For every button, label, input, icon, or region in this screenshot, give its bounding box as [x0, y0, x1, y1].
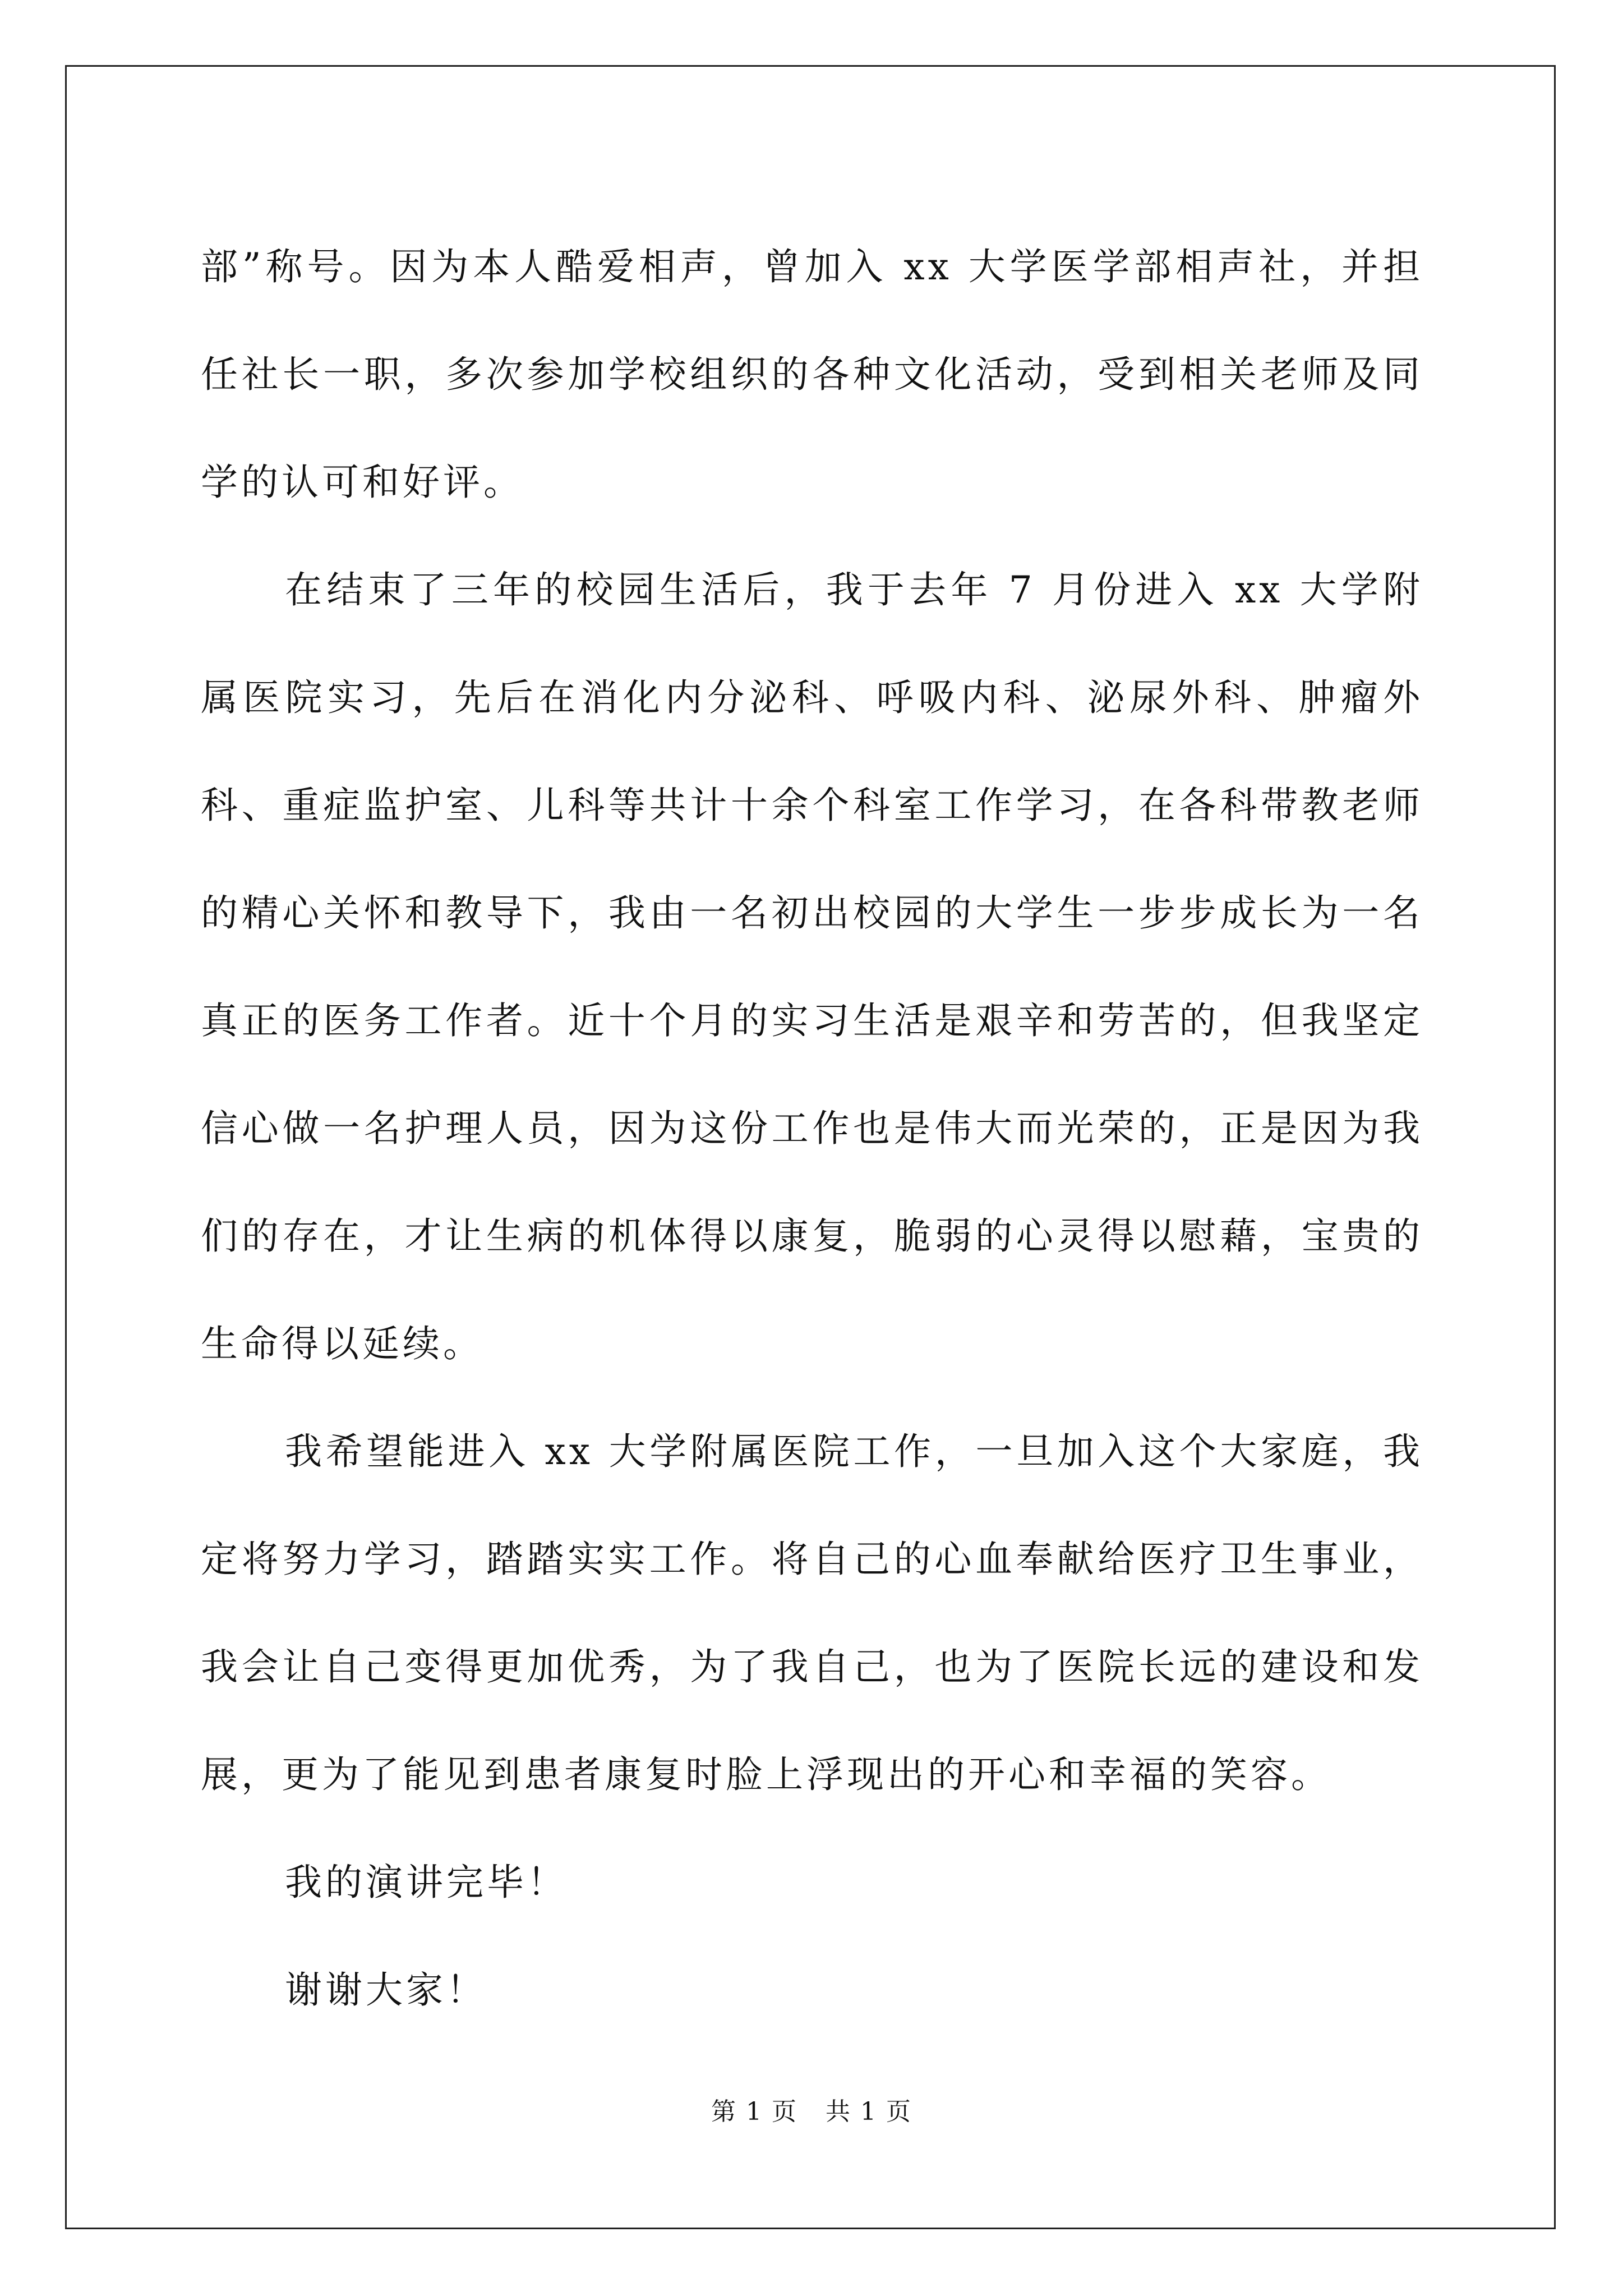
page-number: 第 1 页 [711, 2097, 797, 2126]
paragraph-aspiration: 我希望能进入 xx 大学附属医院工作，一旦加入这个大家庭，我定将努力学习，踏踏实实工作。将自己的心血奉献给医疗卫生事业，我会让自己变得更加优秀，为了我自己，也为了医院长远的建设和发展，更为了能见到患者康复时脸上浮现出的开心和幸福的笑容。 [201, 1430, 1423, 1796]
paragraph-thanks: 谢谢大家！ [285, 1968, 487, 2012]
page-total: 共 1 页 [826, 2097, 912, 2126]
paragraph-closing: 我的演讲完毕！ [285, 1861, 568, 1904]
paragraph-internship: 在结束了三年的校园生活后，我于去年 7 月份进入 xx 大学附属医院实习，先后在消化内分泌科、呼吸内科、泌尿外科、肿瘤外科、重症监护室、儿科等共计十余个科室工作学习，在各科带教老师的精心关怀和教导下，我由一名初出校园的大学生一步步成长为一名真正的医务工作者。近十个月的实习生活是艰辛和劳苦的，但我坚定信心做一名护理人员，因为这份工作也是伟大而光荣的，正是因为我们的存在，才让生病的机体得以康复，脆弱的心灵得以慰藉，宝贵的生命得以延续。 [201, 568, 1423, 1365]
document-body [201, 213, 1423, 2044]
page-footer [0, 2091, 1623, 2127]
paragraph-continued: 部”称号。因为本人酷爱相声，曾加入 xx 大学医学部相声社，并担任社长一职，多次参加学校组织的各种文化活动，受到相关老师及同学的认可和好评。 [201, 245, 1423, 504]
